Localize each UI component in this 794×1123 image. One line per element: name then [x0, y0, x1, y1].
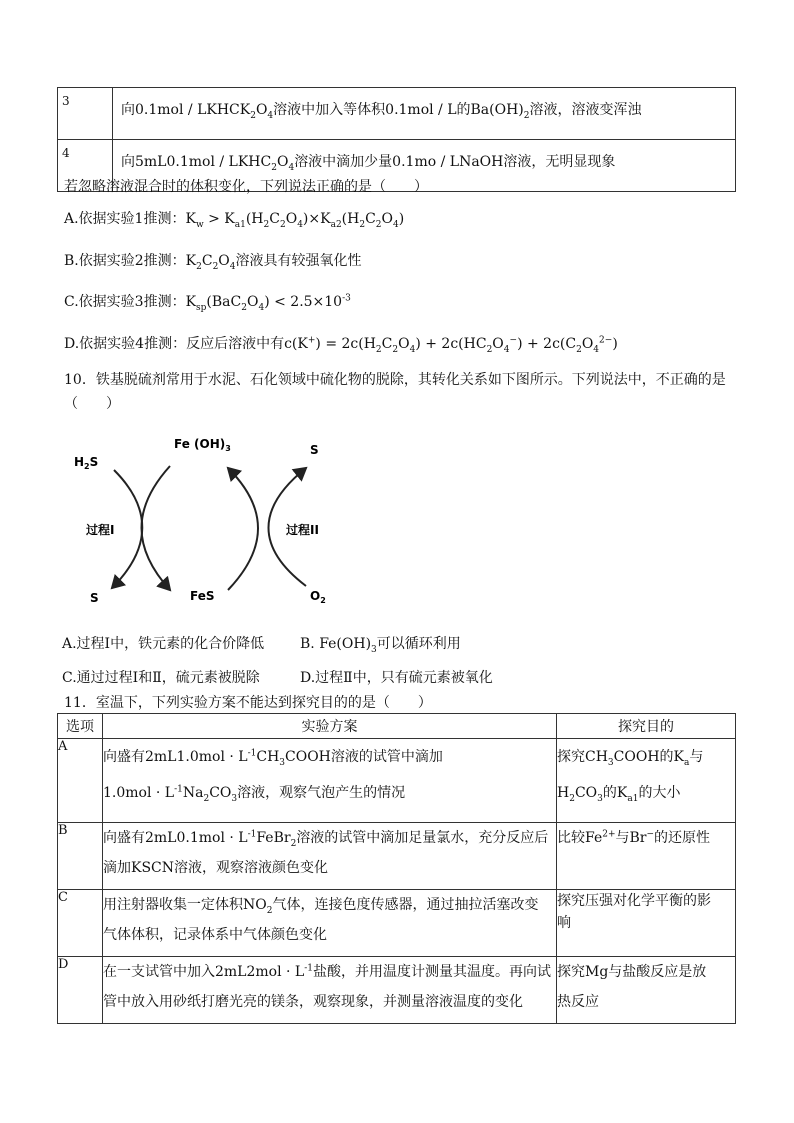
row-label: D [58, 957, 103, 1024]
row-label: B [58, 823, 103, 890]
q10-option-b: B. $Fe(OH)_3$可以循环利用 [300, 636, 461, 655]
experiment-text: 向$5mL0.1mol / LKHC_2O_4$溶液中滴加少量0.1mo / LNaOH溶液，无明显现象 [113, 140, 736, 192]
header-plan: 实验方案 [103, 714, 557, 739]
q9-option-c: C.依据实验3推测：$K_{sp}(BaC_2O_4) < 2.5\times 10^{-3}$ [64, 293, 351, 313]
row-label: A [58, 739, 103, 823]
experiment-text: 向$0.1mol / LKHCK_2O_4$溶液中加入等体积0.1mol / L的$Ba(OH)_2$溶液，溶液变浑浊 [113, 88, 736, 140]
o2-label: $O_2$ [310, 589, 326, 605]
header-goal: 探究目的 [557, 714, 736, 739]
s-bottom-label: S [90, 591, 99, 605]
table-row [58, 890, 736, 957]
plan-cell: 向盛有$2mL0.1mol \cdot L^{-1}FeBr_2$溶液的试管中滴加足量氯水，充分反应后 滴加KSCN溶液，观察溶液颜色变化 [103, 823, 557, 890]
q11-stem: 11．室温下，下列实验方案不能达到探究目的的是（ ） [64, 695, 432, 711]
q9-stem: 若忽略溶液混合时的体积变化，下列说法正确的是（ ） [64, 179, 428, 195]
table-row [58, 823, 736, 890]
table-row [58, 88, 736, 140]
process-1-iron-arrow [142, 466, 171, 590]
goal-cell: 探究$CH_3COOH$的$K_a$与 $H_2CO_3$的$K_{a1}$的大小 [557, 739, 736, 823]
goal-cell: 比较$Fe^{2+}$与Br−的还原性 [557, 823, 736, 890]
plan-cell: 用注射器收集一定体积$NO_2$气体，连接色度传感器，通过抽拉活塞改变 气体体积，记录体系中气体颜色变化 [103, 890, 557, 957]
process-2-label: 过程II [286, 523, 319, 537]
goal-cell: 探究Mg与盐酸反应是放 热反应 [557, 957, 736, 1024]
header-option: 选项 [58, 714, 103, 739]
table-header-row [58, 714, 736, 739]
row-number: 3 [58, 88, 113, 140]
s-top-label: S [310, 443, 319, 457]
q10-option-c: C.通过过程Ⅰ和Ⅱ，硫元素被脱除 [62, 670, 260, 686]
q9-option-d: D.依据实验4推测：反应后溶液中有$c(K^+) = 2c(H_2C_2O_4) + 2c(HC_2O_4^-) + 2c(C_2O_4^{2-})$ [64, 335, 618, 355]
experiment-plan-table [57, 713, 736, 1024]
plan-cell: 向盛有$2mL1.0mol \cdot L^{-1}CH_3COOH$溶液的试管中滴加 $1.0mol \cdot L^{-1}Na_2CO_3$溶液，观察气泡产生的情况 [103, 739, 557, 823]
process-1-label: 过程I [86, 523, 115, 537]
q9-option-b: B.依据实验2推测：$K_2C_2O_4$溶液具有较强氧化性 [64, 253, 362, 272]
plan-cell: 在一支试管中加入$2mL2mol \cdot L^{-1}$盐酸，并用温度计测量其温度。再向试 管中放入用砂纸打磨光亮的镁条，观察现象，并测量溶液温度的变化 [103, 957, 557, 1024]
process-2-iron-arrow [228, 468, 258, 590]
q10-option-d: D.过程Ⅱ中，只有硫元素被氧化 [300, 670, 493, 686]
feoh3-label: Fe $(OH)_3$ [174, 437, 231, 453]
table-row [58, 957, 736, 1024]
table-row [58, 739, 736, 823]
process-1-h2s-arrow [112, 470, 142, 588]
q9-option-a: A.依据实验1推测：$K_w > K_{a1}(H_2C_2O_4)\times K_{a2}(H_2C_2O_4)$ [64, 211, 405, 230]
q10-stem: 10．铁基脱硫剂常用于水泥、石化领域中硫化物的脱除，其转化关系如下图所示。下列说法中，不正确的是 [64, 372, 726, 388]
q10-stem-paren: （ ） [64, 396, 120, 412]
q10-option-a: A.过程Ⅰ中，铁元素的化合价降低 [62, 636, 265, 652]
desulfurization-cycle-diagram [60, 428, 360, 618]
h2s-label: $H_2S$ [74, 455, 99, 471]
fes-label: FeS [190, 589, 215, 603]
row-label: C [58, 890, 103, 957]
goal-cell: 探究压强对化学平衡的影 响 [557, 890, 736, 957]
row-number: 4 [58, 140, 113, 192]
